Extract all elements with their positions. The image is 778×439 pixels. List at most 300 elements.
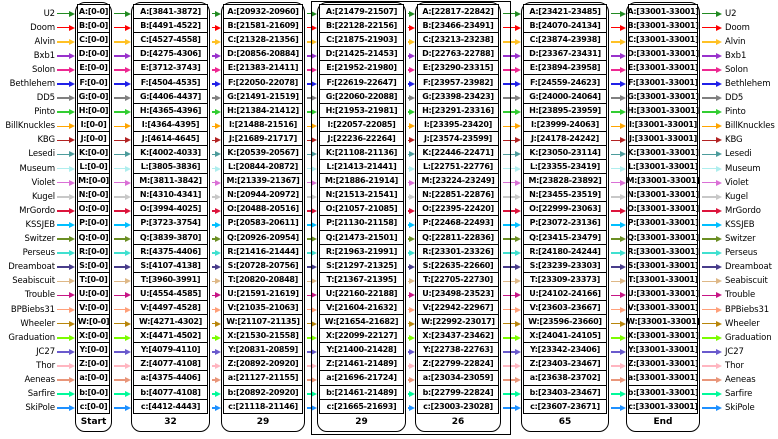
range-cell: R:[33001-33001] xyxy=(628,244,698,259)
flow-arrow xyxy=(501,359,521,373)
flow-arrow xyxy=(55,147,75,161)
row-label-left: JC27 xyxy=(36,346,55,357)
range-cell: R:[21963-21991] xyxy=(319,244,404,259)
range-cell: W:[21654-21682] xyxy=(319,314,404,329)
arrow-line xyxy=(503,337,515,339)
flow-arrow xyxy=(700,317,722,331)
flow-arrow xyxy=(609,331,626,345)
flow-arrow xyxy=(55,7,75,21)
arrow-line xyxy=(57,168,69,170)
arrow-line xyxy=(114,69,125,71)
flow-arrow xyxy=(210,302,221,316)
row-label-right: Lesedi xyxy=(725,149,752,160)
row-label-right: Alvin xyxy=(725,36,746,47)
flow-arrow xyxy=(210,63,221,77)
range-cell: D:[20856-20884] xyxy=(223,46,303,61)
flow-arrow xyxy=(501,204,521,218)
arrow-line xyxy=(114,196,125,198)
arrow-line xyxy=(114,295,125,297)
row-label-right: BPBiebs31 xyxy=(725,304,770,315)
row-label-left: Switzer xyxy=(24,234,55,245)
row-label-left: BPBiebs31 xyxy=(10,304,55,315)
flow-arrow xyxy=(700,302,722,316)
range-cell: Z:[0-0] xyxy=(77,356,110,371)
range-cell: B:[24070-24134] xyxy=(523,18,607,33)
arrow-line xyxy=(702,168,716,170)
range-cell: X:[21530-21558] xyxy=(223,328,303,343)
range-cell: S:[33001-33001] xyxy=(628,258,698,273)
flow-arrow xyxy=(609,49,626,63)
flow-arrow xyxy=(210,373,221,387)
flow-arrow xyxy=(305,133,317,147)
range-cell: T:[23309-23373] xyxy=(523,272,607,287)
range-cell: X:[24041-24105] xyxy=(523,328,607,343)
flow-arrow xyxy=(112,232,131,246)
row-label-left: Solon xyxy=(31,64,55,75)
arrow-line xyxy=(114,252,125,254)
flow-arrow xyxy=(112,387,131,401)
range-cell: C:[4527-4558] xyxy=(133,32,208,47)
range-cell: B:[33001-33001] xyxy=(628,18,698,33)
flow-arrow xyxy=(700,373,722,387)
range-cell: N:[20944-20972] xyxy=(223,187,303,202)
range-cell: C:[21328-21356] xyxy=(223,32,303,47)
flow-arrow xyxy=(55,274,75,288)
arrow-line xyxy=(702,224,716,226)
arrow-line xyxy=(702,196,716,198)
range-cell: c:[23003-23028] xyxy=(417,399,499,414)
row-label-left: Bethlehem xyxy=(9,79,55,90)
flow-arrow xyxy=(501,331,521,345)
range-cell: T:[3960-3991] xyxy=(133,272,208,287)
flow-arrow xyxy=(305,49,317,63)
flow-arrow xyxy=(112,204,131,218)
arrow-line xyxy=(57,41,69,43)
arrow-line xyxy=(114,407,125,409)
row-label-left: Dreamboat xyxy=(8,262,55,273)
flow-arrow xyxy=(210,7,221,21)
flow-arrow xyxy=(55,317,75,331)
arrow-line xyxy=(611,224,620,226)
flow-arrow xyxy=(305,162,317,176)
arrow-line xyxy=(503,168,515,170)
range-cell: G:[22060-22088] xyxy=(319,89,404,104)
flow-arrow xyxy=(501,246,521,260)
range-cell: W:[33001-33001] xyxy=(628,314,698,329)
flow-arrow xyxy=(406,246,415,260)
range-cell: C:[21875-21903] xyxy=(319,32,404,47)
range-cell: G:[33001-33001] xyxy=(628,89,698,104)
row-label-left: Perseus xyxy=(22,248,55,259)
arrow-line xyxy=(114,111,125,113)
range-cell: E:[0-0] xyxy=(77,60,110,75)
flow-arrow xyxy=(406,91,415,105)
range-cell: b:[22799-22824] xyxy=(417,385,499,400)
flow-arrow xyxy=(406,288,415,302)
flow-arrow xyxy=(112,246,131,260)
row-label-left: Kugel xyxy=(31,191,55,202)
arrow-line xyxy=(503,27,515,29)
flow-arrow xyxy=(406,331,415,345)
range-cell: T:[20820-20848] xyxy=(223,272,303,287)
row-label-right: Pinto xyxy=(725,107,746,118)
range-cell: K:[4002-4033] xyxy=(133,145,208,160)
flow-arrow xyxy=(112,302,131,316)
range-cell: U:[33001-33001] xyxy=(628,286,698,301)
range-cell: L:[33001-33001] xyxy=(628,159,698,174)
range-cell: A:[33001-33001] xyxy=(628,4,698,19)
flow-arrow xyxy=(305,91,317,105)
flow-arrow xyxy=(406,190,415,204)
row-label-left: Doom xyxy=(30,22,55,33)
arrow-line xyxy=(114,168,125,170)
flow-arrow xyxy=(501,77,521,91)
range-cell: O:[22999-23063] xyxy=(523,201,607,216)
flow-arrow xyxy=(406,7,415,21)
flow-arrow xyxy=(55,176,75,190)
flow-arrow xyxy=(406,35,415,49)
range-cell: K:[33001-33001] xyxy=(628,145,698,160)
flow-arrow xyxy=(112,331,131,345)
arrow-line xyxy=(702,111,716,113)
arrow-line xyxy=(114,55,125,57)
range-cell: V:[0-0] xyxy=(77,300,110,315)
flow-arrow xyxy=(210,35,221,49)
flow-arrow xyxy=(700,204,722,218)
flow-arrow xyxy=(55,49,75,63)
row-label-right: KBG xyxy=(725,135,743,146)
row-label-left: BillKnuckles xyxy=(5,121,55,132)
range-cell: W:[0-0] xyxy=(77,314,110,329)
flow-arrow xyxy=(55,232,75,246)
arrow-line xyxy=(503,126,515,128)
flow-arrow xyxy=(700,119,722,133)
flow-arrow xyxy=(501,401,521,415)
range-cell: I:[4364-4395] xyxy=(133,117,208,132)
range-cell: O:[33001-33001] xyxy=(628,201,698,216)
flow-arrow xyxy=(305,302,317,316)
range-cell: L:[20844-20872] xyxy=(223,159,303,174)
arrow-line xyxy=(503,83,515,85)
flow-arrow xyxy=(700,387,722,401)
range-cell: A:[0-0] xyxy=(77,4,110,19)
range-cell: Q:[33001-33001] xyxy=(628,230,698,245)
range-cell: P:[23072-23136] xyxy=(523,215,607,230)
range-cell: K:[20539-20567] xyxy=(223,145,303,160)
box-column-32 xyxy=(131,2,210,432)
flow-arrow xyxy=(305,218,317,232)
row-label-right: Kugel xyxy=(725,191,749,202)
range-cell: A:[20932-20960] xyxy=(223,4,303,19)
range-cell: Z:[4077-4108] xyxy=(133,356,208,371)
arrow-line xyxy=(57,238,69,240)
flow-arrow xyxy=(210,246,221,260)
arrow-gap-7 xyxy=(700,2,722,415)
range-cell: Z:[22799-22824] xyxy=(417,356,499,371)
flow-arrow xyxy=(112,49,131,63)
row-label-left: Violet xyxy=(31,177,55,188)
range-cell: F:[22619-22647] xyxy=(319,74,404,89)
range-cell: S:[21297-21325] xyxy=(319,258,404,273)
box-column-26 xyxy=(415,2,501,432)
flow-arrow xyxy=(305,119,317,133)
flow-arrow xyxy=(55,373,75,387)
row-label-left: Pinto xyxy=(34,107,55,118)
range-cell: B:[0-0] xyxy=(77,18,110,33)
flow-arrow xyxy=(501,147,521,161)
arrow-line xyxy=(611,27,620,29)
arrow-line xyxy=(57,83,69,85)
box-column-65 xyxy=(521,2,609,432)
flow-arrow xyxy=(609,204,626,218)
flow-arrow xyxy=(700,232,722,246)
flow-arrow xyxy=(501,218,521,232)
arrow-line xyxy=(503,224,515,226)
row-label-right: Dreamboat xyxy=(725,262,772,273)
flow-arrow xyxy=(112,147,131,161)
range-cell: T:[21367-21395] xyxy=(319,272,404,287)
row-label-left: Graduation xyxy=(8,332,55,343)
row-labels-left xyxy=(0,2,55,415)
range-cell: E:[21952-21980] xyxy=(319,60,404,75)
row-label-right: Doom xyxy=(725,22,750,33)
range-cell: J:[24178-24242] xyxy=(523,131,607,146)
flow-arrow xyxy=(609,260,626,274)
arrow-line xyxy=(611,97,620,99)
flow-arrow xyxy=(305,387,317,401)
flow-arrow xyxy=(210,119,221,133)
flow-arrow xyxy=(501,162,521,176)
flow-arrow xyxy=(112,190,131,204)
flow-arrow xyxy=(609,21,626,35)
arrow-line xyxy=(114,365,125,367)
flow-arrow xyxy=(501,190,521,204)
range-cell: V:[23603-23667] xyxy=(523,300,607,315)
flow-arrow xyxy=(501,105,521,119)
range-cell: V:[21604-21632] xyxy=(319,300,404,315)
range-cell: D:[22763-22788] xyxy=(417,46,499,61)
range-cell: c:[23607-23671] xyxy=(523,399,607,414)
range-cell: L:[0-0] xyxy=(77,159,110,174)
flow-arrow xyxy=(501,260,521,274)
flow-arrow xyxy=(609,77,626,91)
flow-arrow xyxy=(700,345,722,359)
range-cell: G:[24000-24064] xyxy=(523,89,607,104)
arrow-line xyxy=(57,126,69,128)
range-cell: N:[33001-33001] xyxy=(628,187,698,202)
range-cell: L:[23355-23419] xyxy=(523,159,607,174)
range-cell: F:[33001-33001] xyxy=(628,74,698,89)
range-cell: C:[33001-33001] xyxy=(628,32,698,47)
range-cell: M:[23224-23249] xyxy=(417,173,499,188)
flow-arrow xyxy=(112,133,131,147)
range-cell: F:[23957-23982] xyxy=(417,74,499,89)
range-cell: D:[21425-21453] xyxy=(319,46,404,61)
flow-arrow xyxy=(609,91,626,105)
range-cell: c:[33001-33001] xyxy=(628,399,698,414)
flow-arrow xyxy=(112,119,131,133)
arrow-line xyxy=(503,210,515,212)
range-cell: B:[22128-22156] xyxy=(319,18,404,33)
box-column-end xyxy=(626,2,700,432)
flow-arrow xyxy=(210,105,221,119)
range-cell: D:[23367-23431] xyxy=(523,46,607,61)
flow-arrow xyxy=(210,162,221,176)
range-cell: M:[3811-3842] xyxy=(133,173,208,188)
range-cell: S:[23239-23303] xyxy=(523,258,607,273)
arrow-line xyxy=(57,379,69,381)
range-cell: a:[21696-21724] xyxy=(319,370,404,385)
flow-arrow xyxy=(609,288,626,302)
flow-arrow xyxy=(55,331,75,345)
row-label-left: KSSJEB xyxy=(25,219,55,230)
range-cell: B:[4491-4522] xyxy=(133,18,208,33)
flow-arrow xyxy=(609,133,626,147)
row-label-left: Wheeler xyxy=(20,318,55,329)
arrow-line xyxy=(503,309,515,311)
flow-arrow xyxy=(609,274,626,288)
row-label-right: Seabiscuit xyxy=(725,276,768,287)
flow-arrow xyxy=(609,373,626,387)
range-cell: F:[0-0] xyxy=(77,74,110,89)
arrow-line xyxy=(702,154,716,156)
range-cell: Y:[20831-20859] xyxy=(223,342,303,357)
range-cell: P:[21130-21158] xyxy=(319,215,404,230)
arrow-line xyxy=(503,238,515,240)
arrow-line xyxy=(503,393,515,395)
arrow-line xyxy=(611,210,620,212)
range-cell: M:[23828-23892] xyxy=(523,173,607,188)
flow-arrow xyxy=(406,119,415,133)
arrow-line xyxy=(57,111,69,113)
column-label: 29 xyxy=(256,416,270,427)
arrow-line xyxy=(503,365,515,367)
range-cell: D:[4275-4306] xyxy=(133,46,208,61)
range-cell: G:[0-0] xyxy=(77,89,110,104)
flow-arrow xyxy=(700,63,722,77)
arrow-line xyxy=(611,111,620,113)
range-cell: M:[21339-21367] xyxy=(223,173,303,188)
range-cell: I:[33001-33001] xyxy=(628,117,698,132)
arrow-line xyxy=(702,69,716,71)
flow-arrow xyxy=(210,190,221,204)
arrow-line xyxy=(611,69,620,71)
flow-arrow xyxy=(55,401,75,415)
flow-arrow xyxy=(501,133,521,147)
flow-arrow xyxy=(112,345,131,359)
row-label-right: SkiPole xyxy=(725,403,755,414)
arrow-line xyxy=(114,126,125,128)
arrow-line xyxy=(114,140,125,142)
range-cell: G:[21491-21519] xyxy=(223,89,303,104)
arrow-gap-3 xyxy=(305,2,317,415)
flow-arrow xyxy=(700,21,722,35)
arrow-line xyxy=(503,295,515,297)
flow-arrow xyxy=(112,105,131,119)
row-label-right: Bxb1 xyxy=(725,50,747,61)
arrow-line xyxy=(702,210,716,212)
range-cell: V:[21035-21063] xyxy=(223,300,303,315)
arrow-line xyxy=(57,393,69,395)
flow-arrow xyxy=(406,218,415,232)
range-cell: V:[22942-22967] xyxy=(417,300,499,315)
arrow-line xyxy=(611,140,620,142)
arrow-gap-6 xyxy=(609,2,626,415)
arrow-line xyxy=(503,97,515,99)
range-cell: U:[24102-24166] xyxy=(523,286,607,301)
arrow-line xyxy=(702,182,716,184)
range-cell: Y:[33001-33001] xyxy=(628,342,698,357)
box-column-29a xyxy=(221,2,305,432)
arrow-line xyxy=(611,154,620,156)
row-label-left: Lesedi xyxy=(28,149,55,160)
range-cell: X:[22099-22127] xyxy=(319,328,404,343)
range-cell: R:[0-0] xyxy=(77,244,110,259)
arrow-line xyxy=(611,252,620,254)
flow-arrow xyxy=(305,7,317,21)
flow-arrow xyxy=(305,373,317,387)
row-label-right: Perseus xyxy=(725,248,758,259)
flow-arrow xyxy=(305,288,317,302)
arrow-line xyxy=(702,281,716,283)
arrow-line xyxy=(114,154,125,156)
range-cell: T:[22705-22730] xyxy=(417,272,499,287)
range-cell: J:[23574-23599] xyxy=(417,131,499,146)
flow-arrow xyxy=(305,359,317,373)
flow-arrow xyxy=(55,204,75,218)
range-cell: a:[33001-33001] xyxy=(628,370,698,385)
arrow-line xyxy=(611,365,620,367)
range-cell: O:[22395-22420] xyxy=(417,201,499,216)
flow-arrow xyxy=(406,274,415,288)
flow-arrow xyxy=(55,162,75,176)
range-cell: W:[4271-4302] xyxy=(133,314,208,329)
range-cell: R:[23301-23326] xyxy=(417,244,499,259)
flow-arrow xyxy=(305,77,317,91)
flow-arrow xyxy=(210,232,221,246)
flow-arrow xyxy=(609,35,626,49)
arrow-line xyxy=(114,309,125,311)
flow-arrow xyxy=(609,401,626,415)
flow-arrow xyxy=(609,7,626,21)
arrow-line xyxy=(57,13,69,15)
range-cell: G:[4406-4437] xyxy=(133,89,208,104)
flow-arrow xyxy=(700,77,722,91)
arrow-line xyxy=(57,97,69,99)
range-cell: H:[23291-23316] xyxy=(417,103,499,118)
range-cell: Z:[33001-33001] xyxy=(628,356,698,371)
flow-arrow xyxy=(112,176,131,190)
flow-arrow xyxy=(305,401,317,415)
flow-arrow xyxy=(55,119,75,133)
range-cell: b:[23403-23467] xyxy=(523,385,607,400)
arrow-line xyxy=(503,323,515,325)
range-cell: P:[3723-3754] xyxy=(133,215,208,230)
flow-arrow xyxy=(609,63,626,77)
range-cell: V:[4497-4528] xyxy=(133,300,208,315)
flow-arrow xyxy=(406,105,415,119)
flow-arrow xyxy=(112,63,131,77)
flow-arrow xyxy=(305,63,317,77)
range-cell: Q:[23415-23479] xyxy=(523,230,607,245)
arrow-line xyxy=(611,168,620,170)
flow-arrow xyxy=(501,288,521,302)
arrow-line xyxy=(611,41,620,43)
arrow-line xyxy=(702,55,716,57)
row-label-right: Wheeler xyxy=(725,318,760,329)
flow-arrow xyxy=(406,147,415,161)
range-cell: P:[20583-20611] xyxy=(223,215,303,230)
